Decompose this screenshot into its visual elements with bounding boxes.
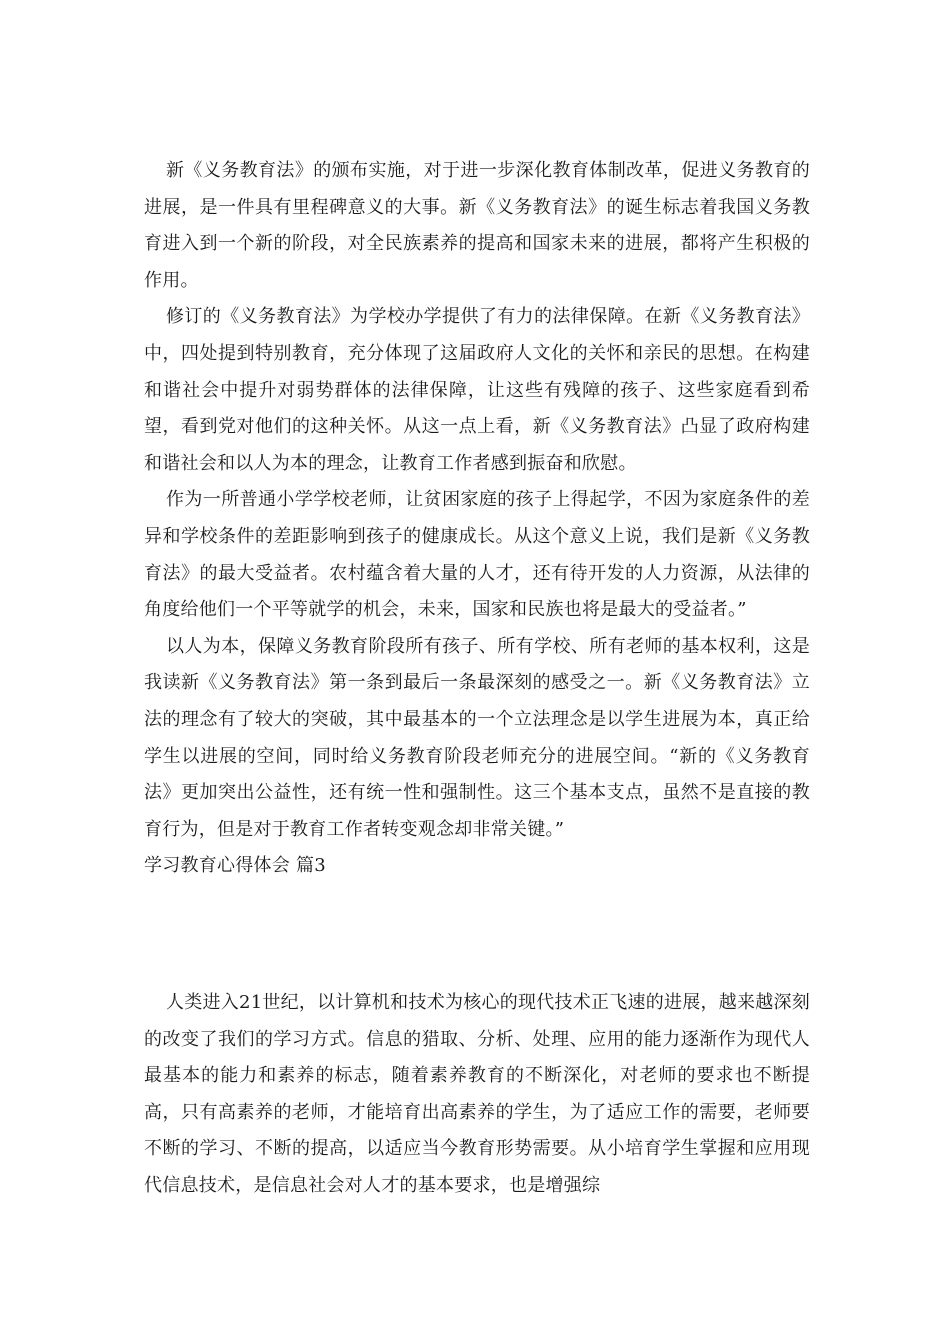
article-body-top: [144, 153, 810, 885]
paragraph-information-age: 人类进入21世纪，以计算机和技术为核心的现代技术正飞速的进展，越来越深刻的改变了我们的学习方式。信息的猎取、分析、处理、应用的能力逐渐作为现代人最基本的能力和素养的标志，随着素养教育的不断深化，对老师的要求也不断提高，只有高素养的老师，才能培育出高素养的学生，为了适应工作的需要，老师要不断的学习、不断的提高，以适应当今教育形势需要。从小培育学生掌握和应用现代信息技术，是信息社会对人才的基本要求，也是增强综: [144, 992, 810, 1196]
paragraph-legal-guarantee: 修订的《义务教育法》为学校办学提供了有力的法律保障。在新《义务教育法》中，四处提到特别教育，充分体现了这届政府人文化的关怀和亲民的思想。在构建和谐社会中提升对弱势群体的法律保障，让这些有残障的孩子、这些家庭看到希望，看到党对他们的这种关怀。从这一点上看，新《义务教育法》凸显了政府构建和谐社会和以人为本的理念，让教育工作者感到振奋和欣慰。: [144, 306, 810, 474]
section-heading: 学习教育心得体会 篇3: [144, 855, 326, 877]
paragraph-rural-teacher: 作为一所普通小学学校老师，让贫困家庭的孩子上得起学，不因为家庭条件的差异和学校条件的差距影响到孩子的健康成长。从这个意义上说，我们是新《义务教育法》的最大受益者。农村蕴含着大量的人才，还有待开发的人力资源，从法律的角度给他们一个平等就学的机会，未来，国家和民族也将是最大的受益者。”: [144, 489, 810, 621]
paragraph-people-oriented: 以人为本，保障义务教育阶段所有孩子、所有学校、所有老师的基本权利，这是我读新《义务教育法》第一条到最后一条最深刻的感受之一。新《义务教育法》立法的理念有了较大的突破，其中最基本的一个立法理念是以学生进展为本，真正给学生以进展的空间，同时给义务教育阶段老师充分的进展空间。“新的《义务教育法》更加突出公益性，还有统一性和强制性。这三个基本支点，虽然不是直接的教育行为，但是对于教育工作者转变观念却非常关键。”: [144, 635, 810, 840]
article-body-bottom: [144, 985, 810, 1205]
paragraph-law-promulgation: 新《义务教育法》的颁布实施，对于进一步深化教育体制改革，促进义务教育的进展，是一件具有里程碑意义的大事。新《义务教育法》的诞生标志着我国义务教育进入到一个新的阶段，对全民族素养的提高和国家未来的进展，都将产生积极的作用。: [144, 160, 810, 291]
